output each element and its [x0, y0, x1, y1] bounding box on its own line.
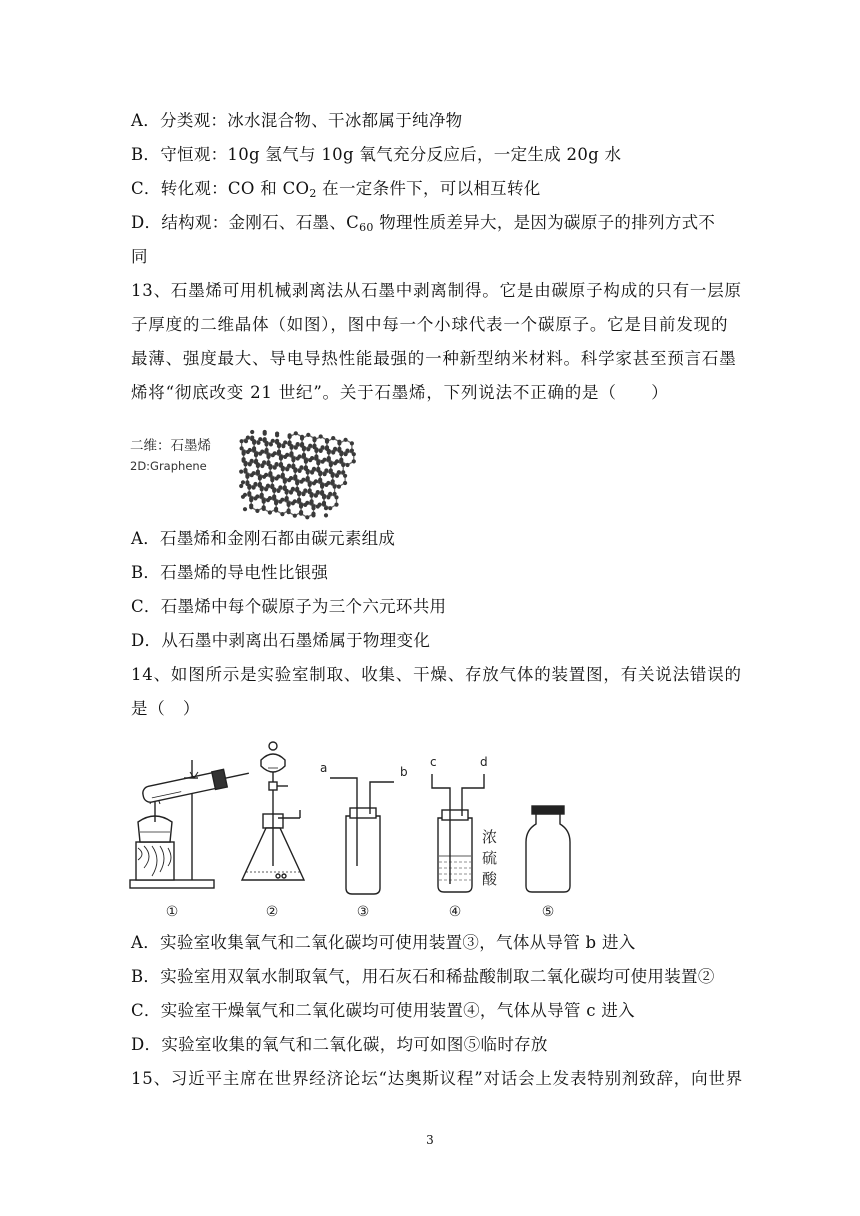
- apparatus-5-storage: [526, 806, 570, 892]
- carbon-atom: [288, 435, 292, 439]
- carbon-atom: [312, 467, 316, 471]
- carbon-atom: [252, 486, 256, 490]
- carbon-atom: [344, 452, 348, 456]
- graphene-figure: [128, 428, 368, 520]
- carbon-atom: [309, 501, 313, 505]
- acid-label-3: 酸: [482, 870, 498, 888]
- carbon-atom: [302, 454, 306, 458]
- carbon-atom: [249, 498, 253, 502]
- carbon-atom: [345, 463, 349, 467]
- carbon-atom: [269, 442, 273, 446]
- apparatus-4-drying: [430, 755, 498, 892]
- q13-option-a: A．石墨烯和金刚石都由碳元素组成: [131, 529, 396, 548]
- carbon-atom: [268, 496, 272, 500]
- apparatus-label-5: ⑤: [541, 904, 555, 920]
- carbon-atom: [299, 512, 303, 516]
- carbon-atom: [274, 508, 278, 512]
- carbon-atom: [276, 489, 280, 493]
- carbon-atom: [293, 469, 297, 473]
- carbon-atom: [334, 495, 338, 499]
- carbon-atom: [299, 465, 303, 469]
- carbon-atom: [324, 513, 328, 517]
- carbon-atom: [287, 510, 291, 514]
- carbon-atom: [281, 474, 285, 478]
- carbon-atom: [243, 507, 247, 511]
- carbon-atom: [335, 459, 339, 463]
- carbon-atom: [273, 466, 277, 470]
- carbon-atom: [268, 466, 272, 470]
- carbon-atom: [318, 503, 322, 507]
- carbon-atom: [283, 480, 287, 484]
- carbon-atom: [243, 470, 247, 474]
- carbon-atom: [263, 432, 267, 436]
- carbon-atom: [304, 460, 308, 464]
- carbon-atom: [341, 470, 345, 474]
- graphene-label-en: 2D:Graphene: [130, 459, 207, 473]
- carbon-atom: [300, 436, 304, 440]
- carbon-atom: [331, 474, 335, 478]
- q13-option-b: B．石墨烯的导电性比银强: [131, 563, 329, 582]
- carbon-atom: [331, 436, 335, 440]
- carbon-atom: [255, 509, 259, 513]
- carbon-atom: [311, 506, 315, 510]
- carbon-atom: [320, 485, 324, 489]
- carbon-atom: [319, 449, 323, 453]
- tube-d-label: d: [480, 755, 488, 769]
- carbon-atom: [312, 438, 316, 442]
- carbon-atom: [252, 441, 256, 445]
- carbon-atom: [287, 503, 291, 507]
- carbon-atom: [328, 506, 332, 510]
- carbon-atom: [270, 478, 274, 482]
- carbon-atom: [281, 467, 285, 471]
- carbon-atom: [296, 442, 300, 446]
- carbon-atom: [345, 449, 349, 453]
- carbon-atom: [350, 449, 354, 453]
- q15-stem-line-1: 15、习近平主席在世界经济论坛“达奥斯议程”对话会上发表特别剂致辞，向世界: [131, 1069, 743, 1088]
- tube-c-label: c: [430, 755, 437, 769]
- carbon-atom: [328, 492, 332, 496]
- carbon-atom: [258, 476, 262, 480]
- carbon-atom: [243, 462, 247, 466]
- q12-option-c: C．转化观：CO 和 $CO_2$ 在一定条件下，可以相互转化: [131, 179, 541, 200]
- carbon-atom: [281, 444, 285, 448]
- carbon-atom: [260, 487, 264, 491]
- carbon-atom: [316, 461, 320, 465]
- carbon-atom: [239, 484, 243, 488]
- carbon-atom: [308, 444, 312, 448]
- carbon-atom: [285, 498, 289, 502]
- q13-stem-line-4: 烯将“彻底改变 21 世纪”。关于石墨烯，下列说法不正确的是（ ）: [131, 383, 669, 402]
- page-number: 3: [426, 1133, 434, 1147]
- carbon-atom: [322, 495, 326, 499]
- acid-label-2: 硫: [482, 849, 498, 867]
- carbon-atom: [306, 470, 310, 474]
- apparatus-figure: [128, 738, 588, 920]
- carbon-atom: [305, 501, 309, 505]
- carbon-atom: [294, 446, 298, 450]
- apparatus-label-2: ②: [265, 904, 279, 920]
- q12-option-d: D．结构观：金刚石、石墨、$C_{60}$ 物理性质差异大，是因为碳原子的排列方式不: [131, 213, 716, 234]
- q14-option-d: D．实验室收集的氧气和二氧化碳，均可如图⑤临时存放: [131, 1035, 548, 1054]
- carbon-atom: [314, 456, 318, 460]
- carbon-atom: [318, 479, 322, 483]
- graphene-label-cn: 二维：石墨烯: [130, 438, 211, 454]
- carbon-atom: [308, 483, 312, 487]
- carbon-atom: [272, 489, 276, 493]
- carbon-atom: [343, 474, 347, 478]
- carbon-atom: [339, 452, 343, 456]
- apparatus-label-1: ①: [165, 904, 179, 920]
- carbon-atom: [273, 451, 277, 455]
- carbon-atom: [337, 441, 341, 445]
- q12-option-a: A．分类观：冰水混合物、干冰都属于纯净物: [131, 111, 463, 130]
- carbon-atom: [254, 453, 258, 457]
- carbon-atom: [337, 470, 341, 474]
- carbon-atom: [298, 454, 302, 458]
- carbon-atom: [319, 434, 323, 438]
- carbon-atom: [285, 467, 289, 471]
- q13-stem-line-2: 子厚度的二维晶体（如图），图中每一个小球代表一个碳原子。它是目前发现的: [131, 315, 729, 334]
- carbon-atom: [327, 458, 331, 462]
- apparatus-label-4: ④: [448, 904, 462, 920]
- q14-option-a: A．实验室收集氧气和二氧化碳均可使用装置③，气体从导管 b 进入: [131, 933, 636, 952]
- carbon-atom: [295, 481, 299, 485]
- carbon-atom: [344, 438, 348, 442]
- carbon-atom: [244, 439, 248, 443]
- carbon-atom: [260, 494, 264, 498]
- q13-stem-line-3: 最薄、强度最大、导电导热性能最强的一种新型纳米材料。科学家甚至预言石墨: [131, 349, 737, 368]
- carbon-atom: [268, 473, 272, 477]
- carbon-atom: [331, 450, 335, 454]
- carbon-atom: [352, 452, 356, 456]
- carbon-atom: [262, 460, 266, 464]
- carbon-atom: [302, 447, 306, 451]
- carbon-atom: [243, 493, 247, 497]
- carbon-atom: [275, 433, 279, 437]
- carbon-atom: [264, 442, 268, 446]
- carbon-atom: [333, 492, 337, 496]
- carbon-atom: [277, 444, 281, 448]
- carbon-atom: [324, 506, 328, 510]
- carbon-atom: [323, 458, 327, 462]
- apparatus-3-bottle: [320, 761, 408, 894]
- carbon-atom: [326, 481, 330, 485]
- carbon-atom: [242, 452, 246, 456]
- carbon-atom: [310, 456, 314, 460]
- carbon-atom: [333, 447, 337, 451]
- carbon-atom: [280, 498, 284, 502]
- carbon-atom: [299, 504, 303, 508]
- carbon-atom: [291, 458, 295, 462]
- carbon-atom: [258, 437, 262, 441]
- carbon-atom: [331, 481, 335, 485]
- carbon-atom: [272, 496, 276, 500]
- q14-option-b: B．实验室用双氧水制取氧气，用石灰石和稀盐酸制取二氧化碳均可使用装置②: [131, 967, 715, 986]
- carbon-atom: [305, 515, 309, 519]
- carbon-atom: [250, 430, 254, 434]
- carbon-atom: [293, 476, 297, 480]
- q12-option-b: B．守恒观：10g 氢气与 10g 氧气充分反应后，一定生成 20g 水: [131, 145, 622, 164]
- carbon-atom: [309, 494, 313, 498]
- carbon-atom: [339, 459, 343, 463]
- carbon-atom: [306, 447, 310, 451]
- carbon-atom: [266, 455, 270, 459]
- q14-stem-line-2: 是（ ）: [131, 699, 201, 718]
- carbon-atom: [277, 451, 281, 455]
- carbon-atom: [327, 450, 331, 454]
- carbon-atom: [246, 436, 250, 440]
- carbon-atom: [239, 470, 243, 474]
- graphene-lattice: [239, 430, 356, 520]
- q14-option-c: C．实验室干燥氧气和二氧化碳均可使用装置④，气体从导管 c 进入: [131, 1001, 635, 1020]
- carbon-atom: [249, 505, 253, 509]
- carbon-atom: [335, 474, 339, 478]
- tube-b-label: b: [400, 765, 408, 779]
- carbon-atom: [343, 481, 347, 485]
- carbon-atom: [325, 440, 329, 444]
- carbon-atom: [333, 485, 337, 489]
- carbon-atom: [311, 513, 315, 517]
- carbon-atom: [298, 469, 302, 473]
- acid-label-1: 浓: [482, 828, 498, 846]
- carbon-atom: [248, 462, 252, 466]
- carbon-atom: [294, 431, 298, 435]
- q13-option-c: C．石墨烯中每个碳原子为三个六元环共用: [131, 597, 447, 616]
- carbon-atom: [255, 494, 259, 498]
- carbon-atom: [262, 507, 266, 511]
- carbon-atom: [283, 440, 287, 444]
- carbon-atom: [322, 503, 326, 507]
- carbon-atom: [291, 487, 295, 491]
- carbon-atom: [262, 500, 266, 504]
- apparatus-label-3: ③: [356, 904, 370, 920]
- carbon-atom: [329, 463, 333, 467]
- carbon-atom: [297, 499, 301, 503]
- apparatus-2-flask: [242, 742, 304, 880]
- carbon-atom: [250, 459, 254, 463]
- carbon-atom: [303, 488, 307, 492]
- carbon-atom: [256, 471, 260, 475]
- apparatus-1-heating: [130, 760, 251, 888]
- carbon-atom: [314, 494, 318, 498]
- carbon-atom: [256, 441, 260, 445]
- q13-option-d: D．从石墨中剥离出石墨烯属于物理变化: [131, 631, 431, 650]
- carbon-atom: [240, 446, 244, 450]
- q14-stem-line-1: 14、如图所示是实验室制取、收集、干燥、存放气体的装置图，有关说法错误的: [131, 665, 742, 684]
- carbon-atom: [278, 485, 282, 489]
- carbon-atom: [287, 464, 291, 468]
- carbon-atom: [260, 464, 264, 468]
- carbon-atom: [350, 441, 354, 445]
- carbon-atom: [306, 478, 310, 482]
- carbon-atom: [285, 453, 289, 457]
- carbon-atom: [289, 490, 293, 494]
- carbon-atom: [289, 446, 293, 450]
- carbon-atom: [252, 448, 256, 452]
- carbon-atom: [314, 479, 318, 483]
- carbon-atom: [271, 439, 275, 443]
- carbon-atom: [280, 512, 284, 516]
- carbon-atom: [341, 463, 345, 467]
- carbon-atom: [301, 492, 305, 496]
- carbon-atom: [293, 499, 297, 503]
- carbon-atom: [324, 468, 328, 472]
- carbon-atom: [276, 474, 280, 478]
- carbon-atom: [326, 495, 330, 499]
- carbon-atom: [337, 485, 341, 489]
- carbon-atom: [289, 453, 293, 457]
- tube-a-label: a: [320, 761, 328, 775]
- carbon-atom: [297, 492, 301, 496]
- carbon-atom: [252, 471, 256, 475]
- carbon-atom: [247, 493, 251, 497]
- carbon-atom: [264, 487, 268, 491]
- carbon-atom: [314, 449, 318, 453]
- carbon-atom: [318, 472, 322, 476]
- carbon-atom: [293, 514, 297, 518]
- carbon-atom: [301, 478, 305, 482]
- carbon-atom: [268, 510, 272, 514]
- carbon-atom: [253, 482, 257, 486]
- q12-option-d-continued: 同: [131, 247, 148, 266]
- carbon-atom: [323, 472, 327, 476]
- carbon-atom: [316, 490, 320, 494]
- carbon-atom: [240, 439, 244, 443]
- carbon-atom: [321, 445, 325, 449]
- carbon-atom: [289, 476, 293, 480]
- carbon-atom: [310, 470, 314, 474]
- carbon-atom: [264, 473, 268, 477]
- carbon-atom: [266, 484, 270, 488]
- carbon-atom: [260, 450, 264, 454]
- carbon-atom: [241, 480, 245, 484]
- carbon-atom: [334, 503, 338, 507]
- carbon-atom: [245, 475, 249, 479]
- carbon-atom: [275, 462, 279, 466]
- carbon-atom: [264, 450, 268, 454]
- carbon-atom: [306, 433, 310, 437]
- carbon-atom: [248, 448, 252, 452]
- carbon-atom: [274, 501, 278, 505]
- carbon-atom: [247, 486, 251, 490]
- q13-stem-line-1: 13、石墨烯可用机械剥离法从石墨中剥离制得。它是由碳原子构成的只有一层原: [131, 281, 742, 300]
- carbon-atom: [279, 456, 283, 460]
- carbon-atom: [285, 490, 289, 494]
- carbon-atom: [256, 464, 260, 468]
- carbon-atom: [352, 459, 356, 463]
